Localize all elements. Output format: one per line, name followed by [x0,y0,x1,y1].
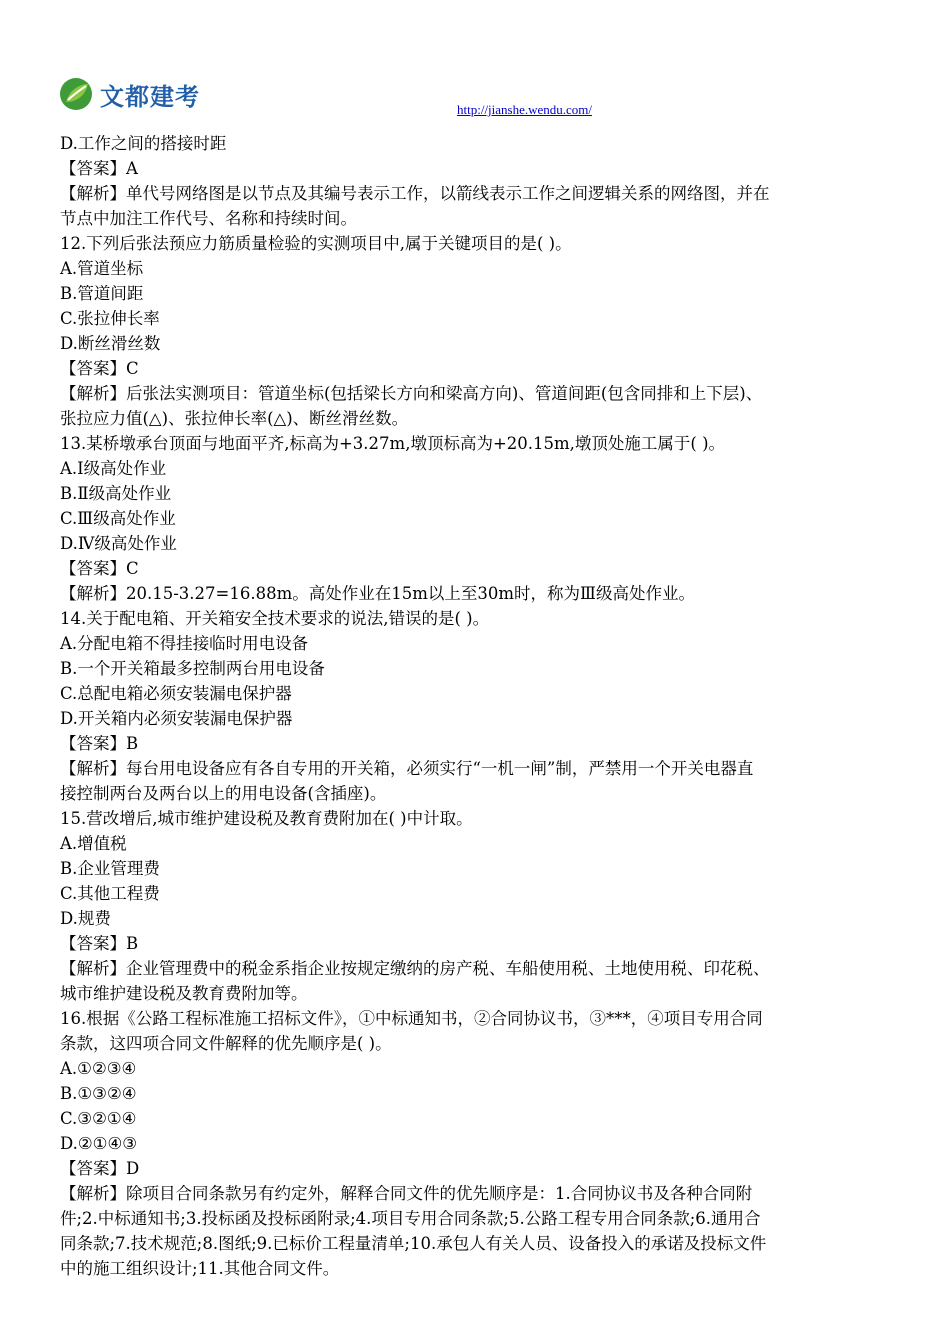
text-line: 【答案】C [60,359,139,378]
text-line: D.②①④③ [60,1134,138,1153]
text-line: D.断丝滑丝数 [60,334,161,353]
text-line: A.Ⅰ级高处作业 [60,459,167,478]
logo-text: 文都建考 [100,82,200,111]
text-line: C.其他工程费 [60,884,160,903]
text-line: B.Ⅱ级高处作业 [60,484,172,503]
text-line: 【解析】20.15-3.27=16.88m。高处作业在15m以上至30m时，称为Ⅲ级高处作业。 [60,584,695,603]
text-line: A.分配电箱不得挂接临时用电设备 [60,634,309,653]
text-line: 接控制两台及两台以上的用电设备(含插座)。 [60,784,387,803]
text-line: C.张拉伸长率 [60,309,160,328]
text-line: 张拉应力值(△)、张拉伸长率(△)、断丝滑丝数。 [60,409,409,428]
text-line: A.管道坐标 [60,259,144,278]
text-line: 【答案】C [60,559,139,578]
text-line: D.Ⅳ级高处作业 [60,534,177,553]
text-line: 节点中加注工作代号、名称和持续时间。 [60,209,357,228]
text-line: D.规费 [60,909,111,928]
text-line: C.总配电箱必须安装漏电保护器 [60,684,292,703]
leaf-logo-icon [58,76,94,112]
text-line: 城市维护建设税及教育费附加等。 [60,984,308,1003]
text-line: A.增值税 [60,834,127,853]
text-line: 同条款;7.技术规范;8.图纸;9.已标价工程量清单;10.承包人有关人员、设备投入的承诺及投标文件 [60,1234,767,1253]
text-line: D.工作之间的搭接时距 [60,134,227,153]
text-line: B.①③②④ [60,1084,137,1103]
text-line: 13.某桥墩承台顶面与地面平齐,标高为+3.27m,墩顶标高为+20.15m,墩顶处施工属于( )。 [60,434,726,453]
text-line: B.企业管理费 [60,859,160,878]
text-line: 【答案】A [60,159,138,178]
text-line: B.一个开关箱最多控制两台用电设备 [60,659,325,678]
text-line: 【解析】单代号网络图是以节点及其编号表示工作，以箭线表示工作之间逻辑关系的网络图，并在 [60,184,770,203]
text-line: D.开关箱内必须安装漏电保护器 [60,709,293,728]
text-line: 件;2.中标通知书;3.投标函及投标函附录;4.项目专用合同条款;5.公路工程专用合同条款;6.通用合 [60,1209,761,1228]
text-line: B.管道间距 [60,284,144,303]
text-line: 16.根据《公路工程标准施工招标文件》，①中标通知书，②合同协议书，③***，④项目专用合同 [60,1009,763,1028]
wendu-logo [58,74,200,114]
text-line: C.Ⅲ级高处作业 [60,509,176,528]
text-line: 14.关于配电箱、开关箱安全技术要求的说法,错误的是( )。 [60,609,490,628]
text-line: 15.营改增后,城市维护建设税及教育费附加在( )中计取。 [60,809,473,828]
text-line: 【答案】B [60,934,139,953]
document-body [60,131,890,1281]
text-line: 【解析】每台用电设备应有各自专用的开关箱，必须实行“一机一闸”制，严禁用一个开关电器直 [60,759,754,778]
text-line: 【解析】企业管理费中的税金系指企业按规定缴纳的房产税、车船使用税、土地使用税、印花税、 [60,959,770,978]
site-url-link[interactable]: http://jianshe.wendu.com/ [457,102,593,117]
text-line: 【解析】除项目合同条款另有约定外，解释合同文件的优先顺序是：1.合同协议书及各种合同附 [60,1184,753,1203]
text-line: A.①②③④ [60,1059,137,1078]
text-line: C.③②①④ [60,1109,137,1128]
text-line: 12.下列后张法预应力筋质量检验的实测项目中,属于关键项目的是( )。 [60,234,572,253]
text-line: 【答案】B [60,734,139,753]
text-line: 中的施工组织设计;11.其他合同文件。 [60,1259,340,1278]
text-line: 【解析】后张法实测项目：管道坐标(包括梁长方向和梁高方向)、管道间距(包含同排和上下层)、 [60,384,763,403]
text-line: 【答案】D [60,1159,140,1178]
text-line: 条款，这四项合同文件解释的优先顺序是( )。 [60,1034,392,1053]
